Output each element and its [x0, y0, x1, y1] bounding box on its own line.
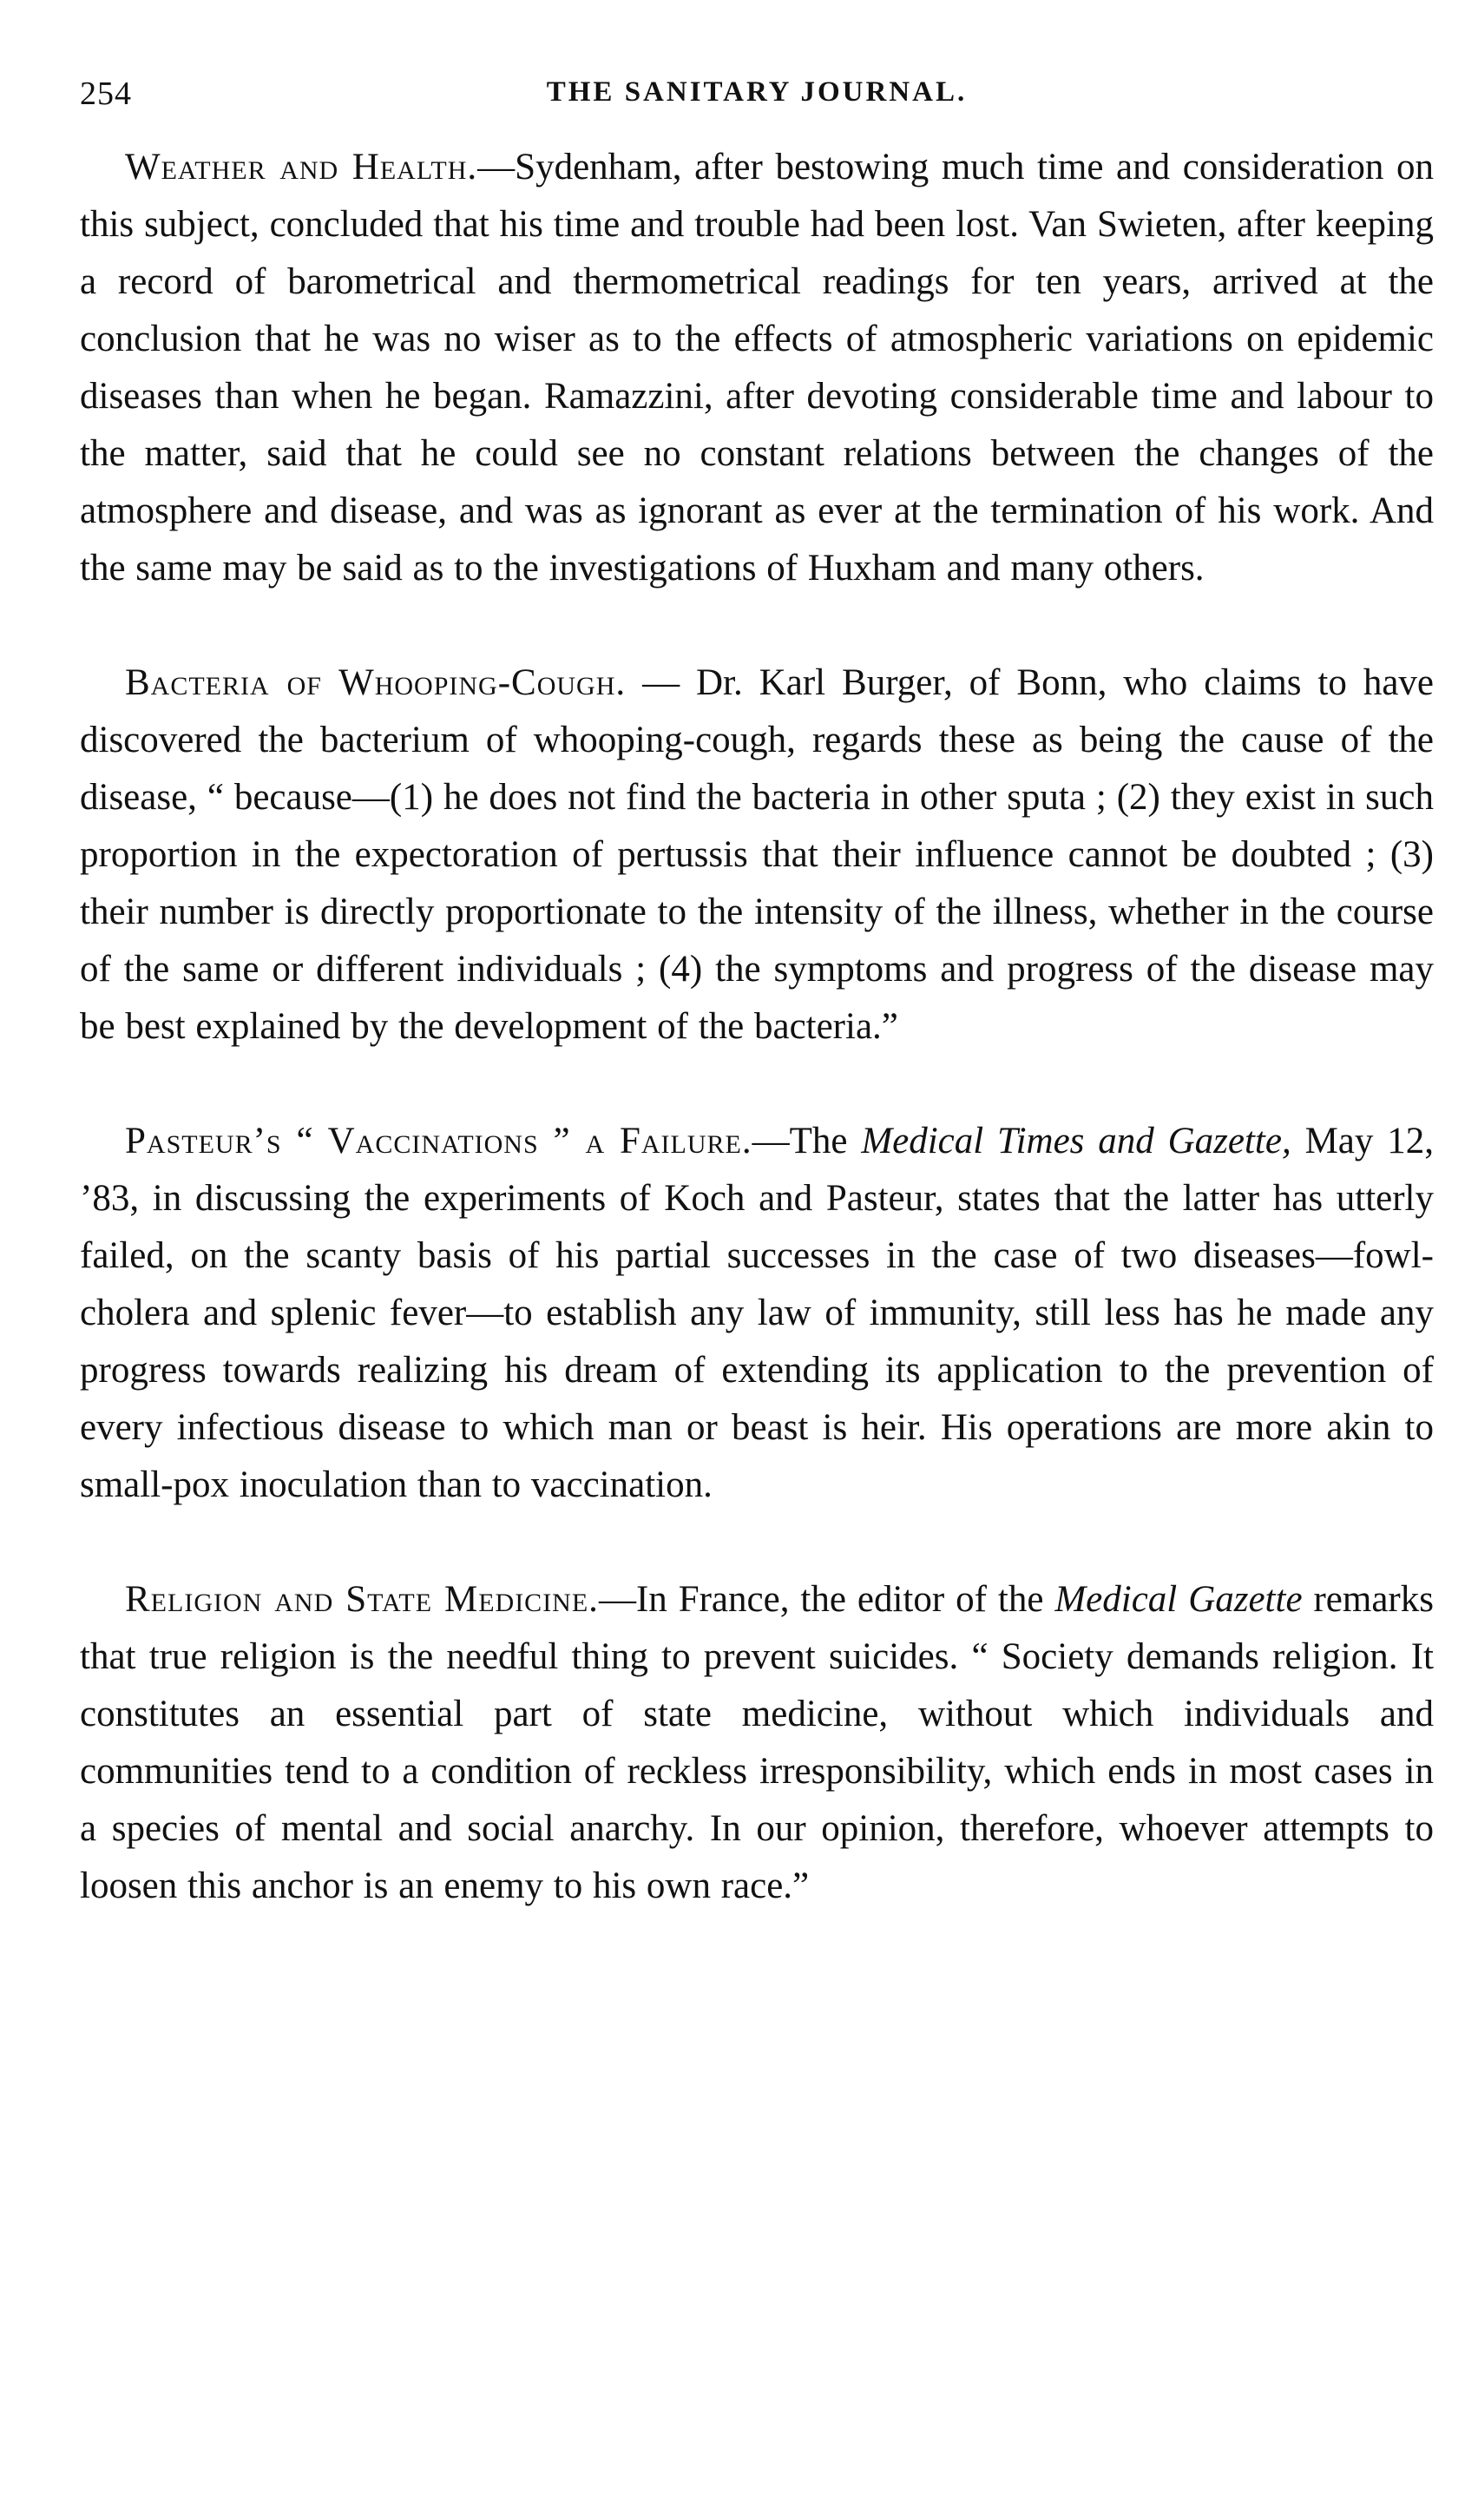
article-religion-and-state-medicine: [80, 1571, 1434, 1915]
article-body: May 12, ’83, in discussing the experiments of Koch and Pasteur, states that the latter has utterly failed, on the scanty basis of his partial successes in the case of two diseases—fowl-cholera and splenic fever—to establish any law of immunity, still less has he made any progress towards realizing his dream of extending its application to the prevention of every infectious disease to which man or beast is heir. His operations are more akin to small-pox inoculation than to vaccination.: [80, 1121, 1434, 1505]
article-pasteurs-vaccinations: [80, 1113, 1434, 1514]
publication-title: Medical Times and Gazette,: [861, 1121, 1291, 1161]
article-body: — Dr. Karl Burger, of Bonn, who claims to have discovered the bacterium of whooping-cough, regards these as being the cause of the disease, “ because—(1) he does not find the bacteria in other sputa ; (2) they exist in such proportion in the expectoration of pertussis that their influence cannot be doubted ; (3) their number is directly proportionate to the intensity of the illness, whether in the course of the same or different individuals ; (4) the symptoms and progress of the disease may be best explained by the development of the bacteria.”: [80, 662, 1434, 1047]
publication-title: Medical Gazette: [1054, 1579, 1303, 1620]
article-heading: Bacteria of Whooping-Cough.: [125, 662, 627, 703]
article-bacteria-of-whooping-cough: [80, 655, 1434, 1056]
article-heading: Religion and State Medicine.: [125, 1579, 599, 1620]
page-number: 254: [80, 76, 132, 112]
journal-page: [80, 69, 1434, 1915]
article-body-lead: —The: [752, 1121, 862, 1161]
article-heading: Weather and Health.: [125, 147, 478, 188]
article-heading: Pasteur’s “ Vaccinations ” a Failure.: [125, 1121, 752, 1161]
article-body: remarks that true religion is the needful thing to prevent suicides. “ Society demands religion. It constitutes an essential part of state medicine, without which individuals and communities tend to a condition of reckless irresponsibility, which ends in most cases in a species of mental and social anarchy. In our opinion, therefore, whoever attempts to loosen this anchor is an enemy to his own race.”: [80, 1579, 1434, 1906]
journal-title: THE SANITARY JOURNAL.: [546, 76, 968, 108]
running-head: [80, 69, 1434, 122]
article-weather-and-health: [80, 139, 1434, 597]
article-body: —Sydenham, after bestowing much time and consideration on this subject, concluded that his time and trouble had been lost. Van Swieten, after keeping a record of barometrical and thermometrical readings for ten years, arrived at the conclusion that he was no wiser as to the effects of atmospheric variations on epidemic diseases than when he began. Ramazzini, after devoting considerable time and labour to the matter, said that he could see no constant relations between the changes of the atmosphere and disease, and was as ignorant as ever at the termination of his work. And the same may be said as to the investigations of Huxham and many others.: [80, 147, 1434, 589]
article-body-lead: —In France, the editor of the: [598, 1579, 1055, 1620]
